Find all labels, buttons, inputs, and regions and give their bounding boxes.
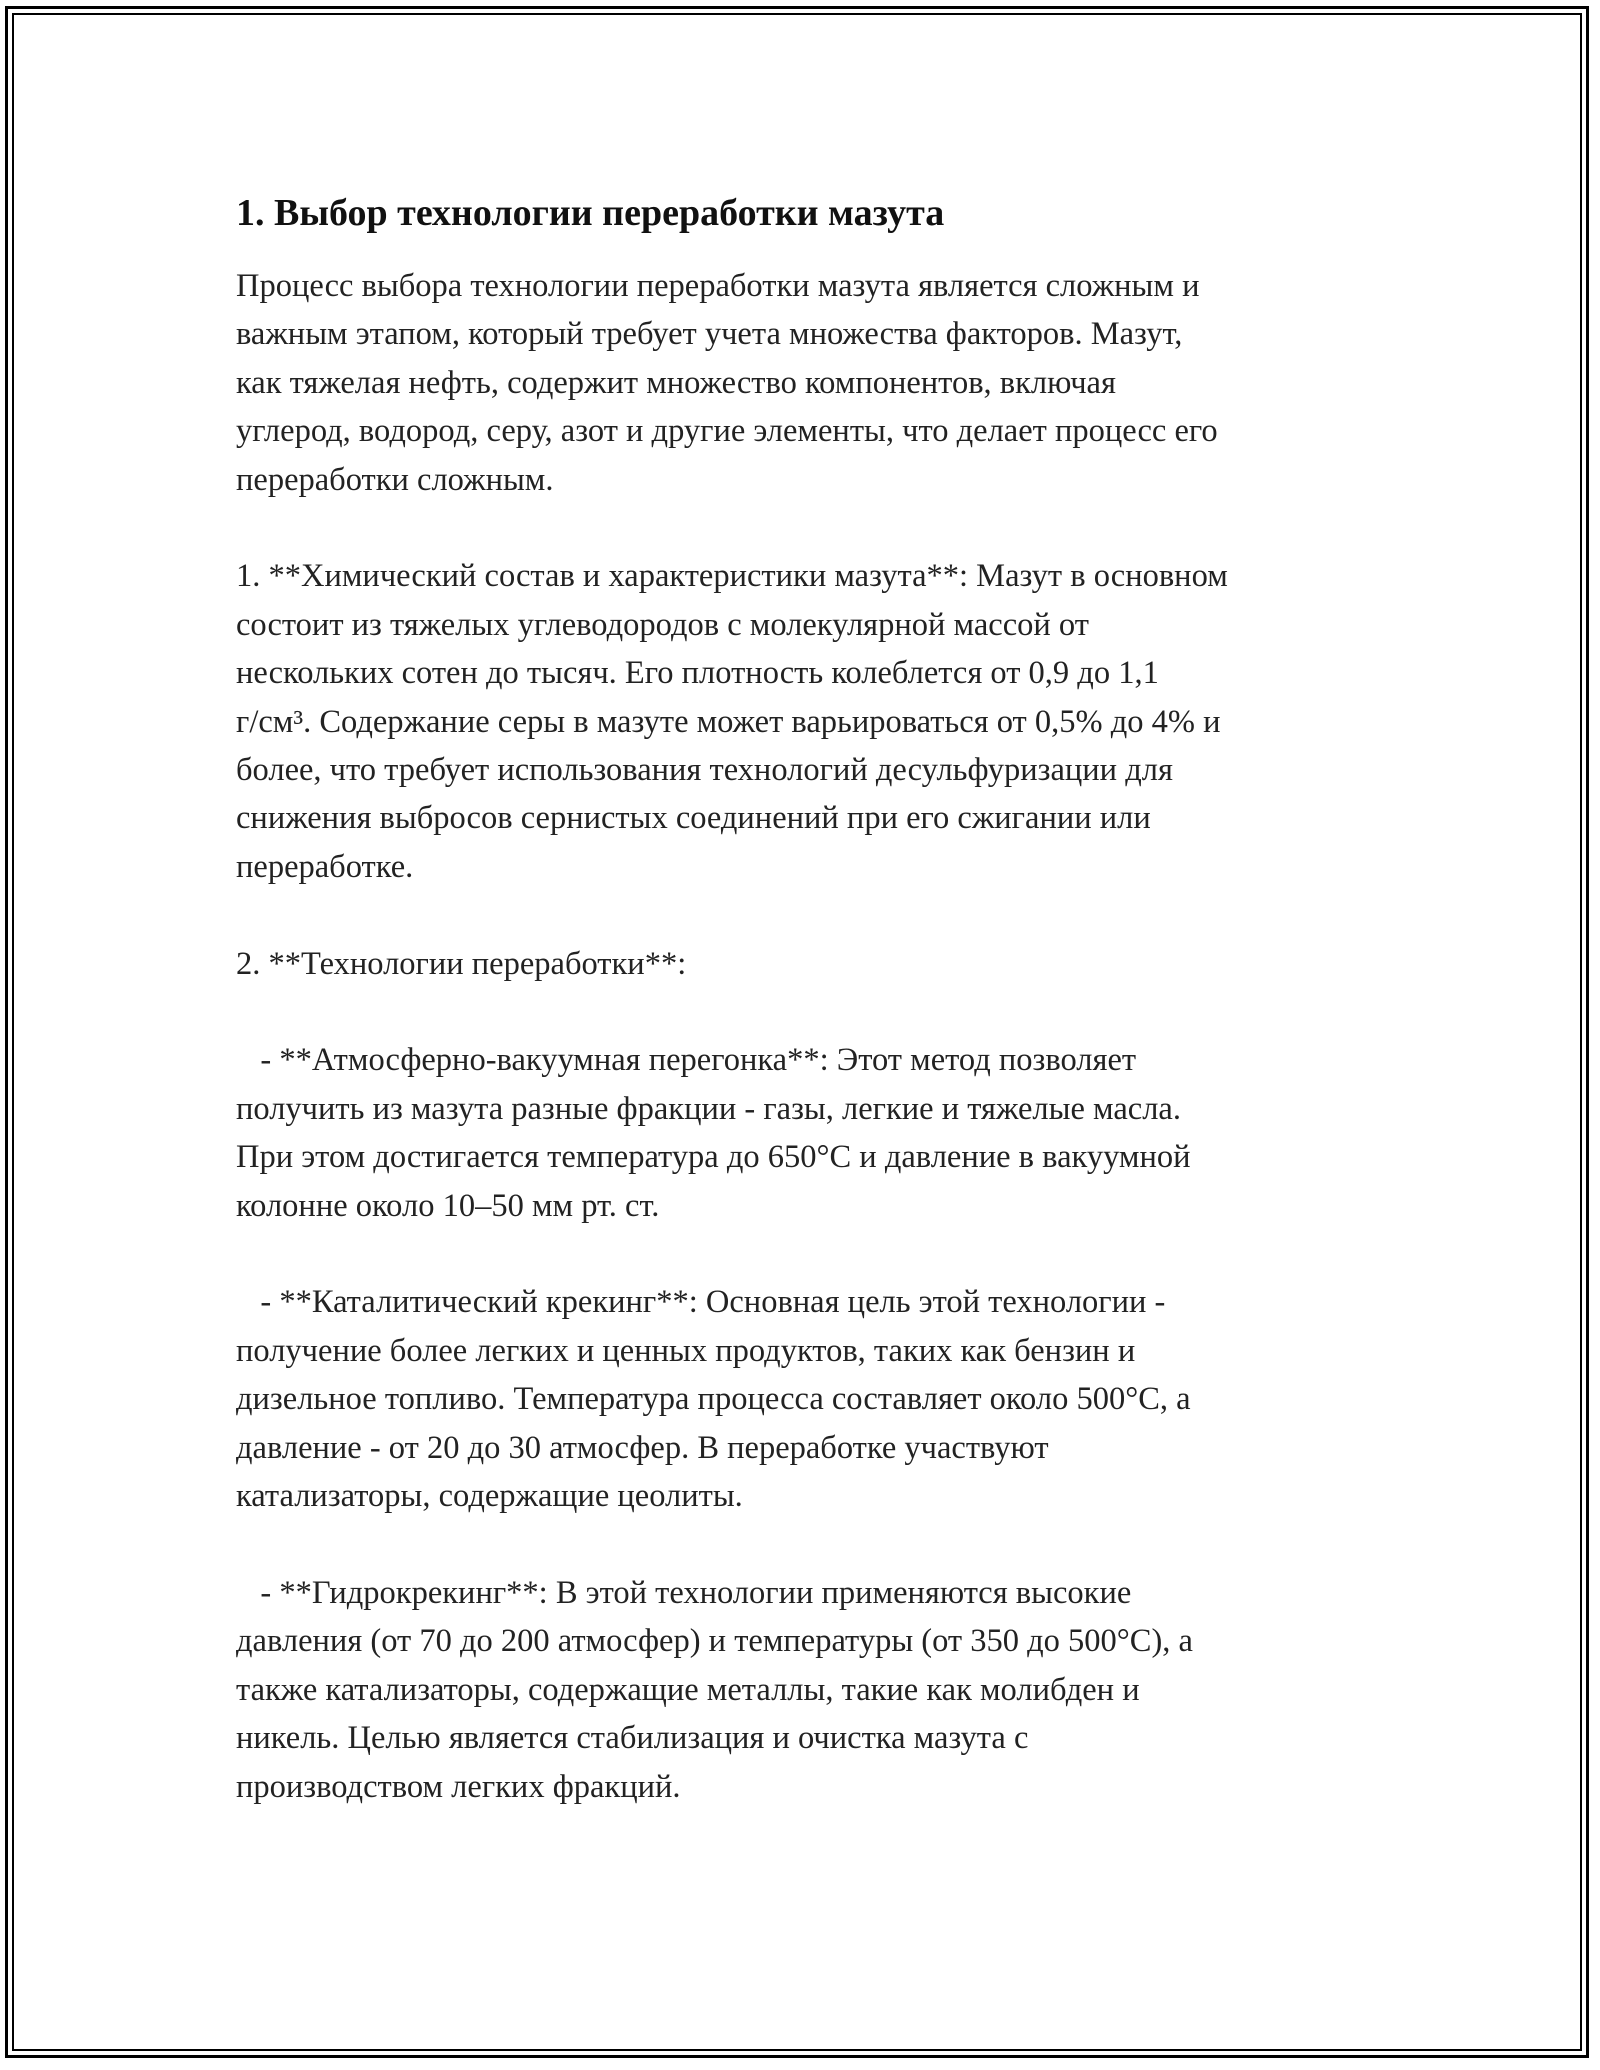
atmospheric-vacuum-distillation-item: - **Атмосферно-вакуумная перегонка**: Этот метод позволяет получить из мазута разные фракции - газы, легкие и тяжелые масла. При этом достигается температура до 650°C и давление в вакуумной колонне около 10–50 мм рт. ст. bbox=[236, 1042, 1191, 1224]
chemical-composition-paragraph: 1. **Химический состав и характеристики мазута**: Мазут в основном состоит из тяжелых углеводородов с молекулярной массой от нескольких сотен до тысяч. Его плотность колеблется от 0,9 до 1,1 г/см³. Содержание серы в мазуте может варьироваться от 0,5% до 4% и более, что требует использования технологий десульфуризации для снижения выбросов сернистых соединений при его сжигании или переработке. bbox=[236, 558, 1228, 885]
hydrocracking-item: - **Гидрокрекинг**: В этой технологии применяются высокие давления (от 70 до 200 атмосфер) и температуры (от 350 до 500°C), а также катализаторы, содержащие металлы, такие как молибден и никель. Целью является стабилизация и очистка мазута с производством легких фракций. bbox=[236, 1574, 1193, 1805]
catalytic-cracking-item: - **Каталитический крекинг**: Основная цель этой технологии - получение более легких и ценных продуктов, таких как бензин и дизельное топливо. Температура процесса составляет около 500°C, а давление - от 20 до 30 атмосфер. В переработке участвуют катализаторы, содержащие цеолиты. bbox=[236, 1284, 1191, 1515]
intro-paragraph: Процесс выбора технологии переработки мазута является сложным и важным этапом, который требует учета множества факторов. Мазут, как тяжелая нефть, содержит множество компонентов, включая углерод, водород, серу, азот и другие элементы, что делает процесс его переработки сложным. bbox=[236, 268, 1218, 498]
technologies-heading-paragraph: 2. **Технологии переработки**: bbox=[236, 945, 687, 982]
document-body bbox=[236, 186, 1366, 1811]
section-heading: 1. Выбор технологии переработки мазута bbox=[236, 192, 945, 234]
